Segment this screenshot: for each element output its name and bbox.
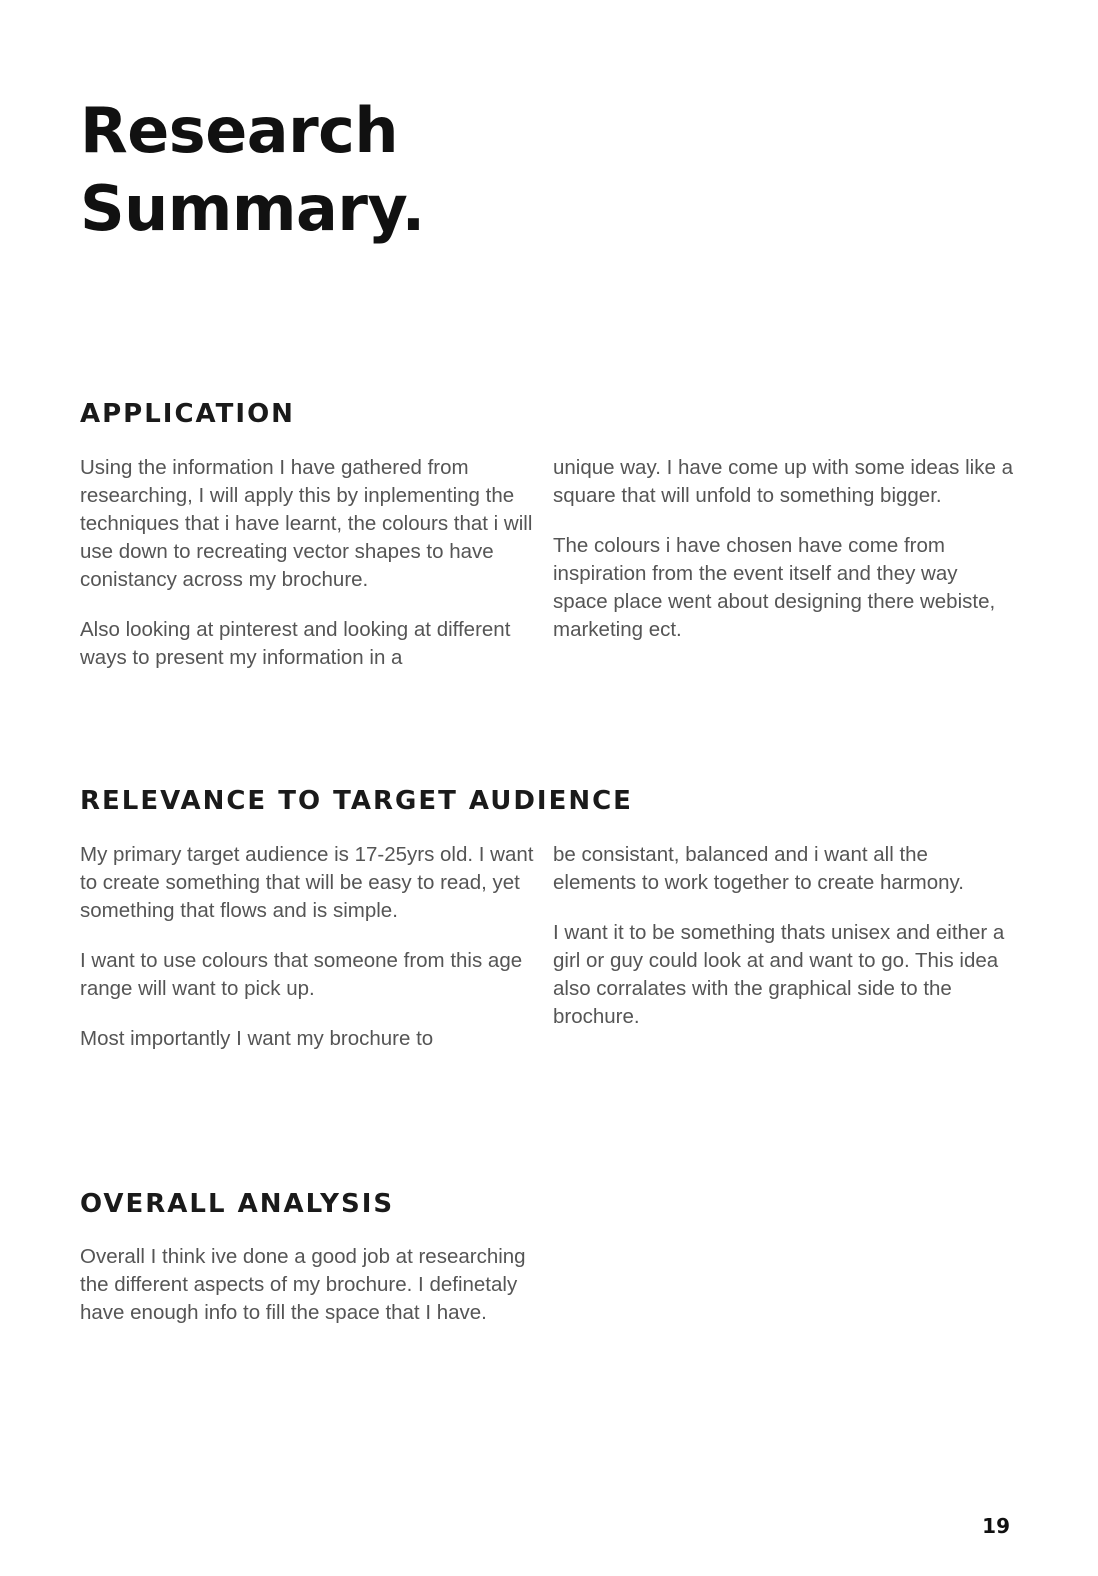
application-paragraph-4: The colours i have chosen have come from inspiration from the event itself and they way space place went about designing there webiste, marketing ect.: [553, 534, 996, 641]
page-number: 19: [982, 1514, 1010, 1538]
application-paragraph-1: Using the information I have gathered from researching, I will apply this by inplementing the techniques that i have learnt, the colours that i will use down to recreating vector shapes to have conistancy across my brochure.: [80, 456, 533, 591]
overall-analysis-paragraph: Overall I think ive done a good job at researching the different aspects of my brochure. I definetaly have enough info to fill the space that I have.: [80, 1245, 526, 1324]
relevance-paragraph-3: Most importantly I want my brochure to: [80, 1027, 434, 1050]
relevance-left-column: [80, 841, 542, 1053]
relevance-right-column: [553, 841, 1015, 1031]
relevance-paragraph-5: I want it to be something thats unisex and either a girl or guy could look at and want to go. This idea also corralates with the graphical side to the brochure.: [553, 921, 1005, 1028]
relevance-heading: RELEVANCE TO TARGET AUDIENCE: [80, 786, 633, 816]
application-left-column: [80, 454, 542, 672]
application-heading: APPLICATION: [80, 399, 295, 429]
page-title: [80, 92, 425, 248]
application-paragraph-3: unique way. I have come up with some ideas like a square that will unfold to something bigger.: [553, 456, 1013, 507]
relevance-paragraph-4: be consistant, balanced and i want all the elements to work together to create harmony.: [553, 843, 964, 894]
page-title-line-1: Research: [80, 94, 399, 167]
application-right-column: [553, 454, 1015, 644]
application-paragraph-2: Also looking at pinterest and looking at different ways to present my information in a: [80, 618, 511, 669]
overall-analysis-column: [80, 1243, 542, 1327]
relevance-paragraph-2: I want to use colours that someone from this age range will want to pick up.: [80, 949, 523, 1000]
page-title-line-2: Summary.: [80, 172, 425, 245]
relevance-paragraph-1: My primary target audience is 17-25yrs old. I want to create something that will be easy to read, yet something that flows and is simple.: [80, 843, 534, 922]
overall-analysis-heading: OVERALL ANALYSIS: [80, 1189, 395, 1219]
